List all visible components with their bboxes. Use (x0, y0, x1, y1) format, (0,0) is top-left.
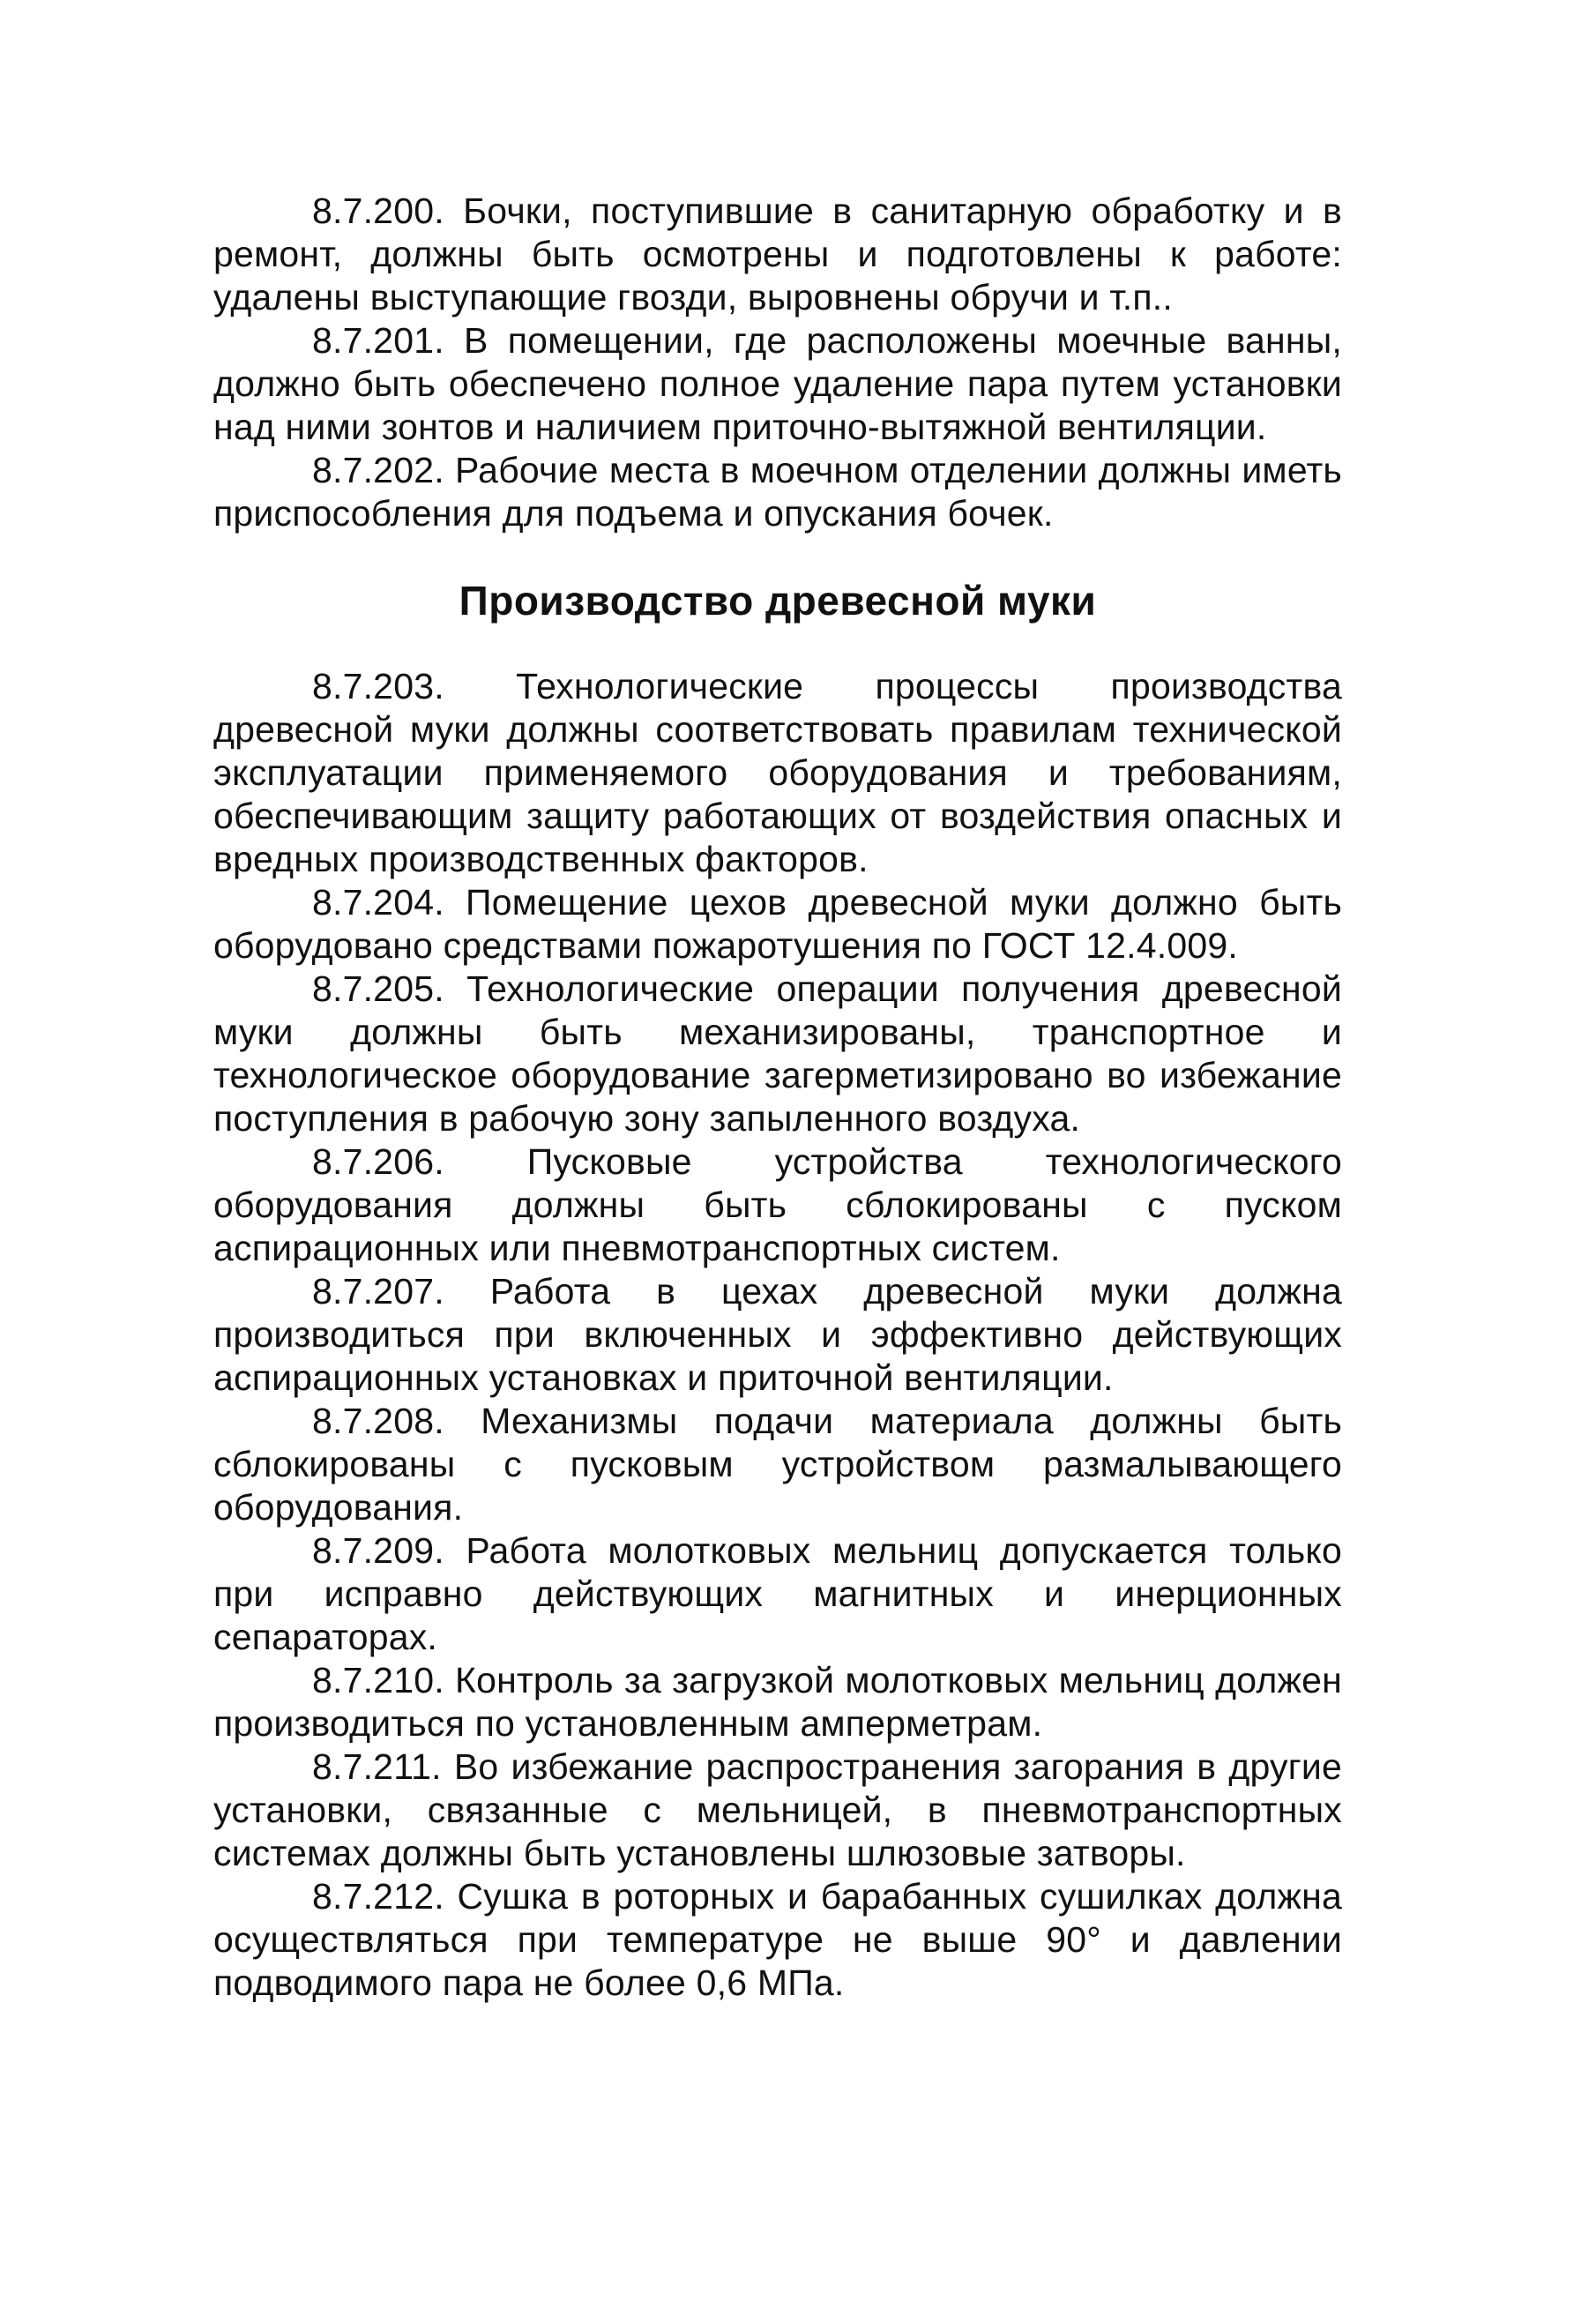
paragraph-8-7-207 (213, 1270, 1342, 1400)
paragraph-text: В помещении, где расположены моечные ванны, должно быть обеспечено полное удаление пара путем установки над ними зонтов и наличием приточно-вытяжной вентиляции. (213, 320, 1342, 447)
paragraph-8-7-200 (213, 190, 1342, 319)
paragraph-text: Сушка в роторных и барабанных сушилках должна осуществляться при температуре не выше 90° и давлении подводимого пара не более 0,6 МПа. (213, 1876, 1342, 2003)
paragraph-number: 8.7.209. (312, 1530, 444, 1571)
paragraph-8-7-210 (213, 1659, 1342, 1745)
paragraph-number: 8.7.205. (312, 968, 444, 1009)
paragraph-number: 8.7.211. (312, 1746, 442, 1787)
paragraph-8-7-203 (213, 665, 1342, 881)
paragraph-text: Рабочие места в моечном отделении должны иметь приспособления для подъема и опускания бочек. (213, 450, 1342, 534)
paragraph-8-7-208 (213, 1400, 1342, 1529)
paragraph-text: Бочки, поступившие в санитарную обработку и в ремонт, должны быть осмотрены и подготовлены к работе: удалены выступающие гвозди, выровнены обручи и т.п.. (213, 191, 1343, 318)
paragraph-number: 8.7.203. (312, 666, 444, 706)
paragraph-number: 8.7.210. (312, 1660, 444, 1700)
paragraph-number: 8.7.200. (312, 191, 444, 231)
paragraph-number: 8.7.207. (312, 1271, 444, 1312)
paragraph-text: Работа в цехах древесной муки должна производиться при включенных и эффективно действующих аспирационных установках и приточной вентиляции. (213, 1271, 1342, 1398)
paragraph-8-7-204 (213, 881, 1342, 968)
paragraph-text: Помещение цехов древесной муки должно быть оборудовано средствами пожаротушения по ГОСТ 12.4.009. (213, 882, 1343, 966)
paragraph-number: 8.7.208. (312, 1401, 444, 1441)
section-heading: Производство древесной муки (459, 578, 1097, 624)
paragraph-text: Механизмы подачи материала должны быть сблокированы с пусковым устройством размалывающего оборудования. (213, 1401, 1343, 1528)
paragraph-text: Контроль за загрузкой молотковых мельниц должен производиться по установленным амперметрам. (213, 1660, 1343, 1744)
paragraph-number: 8.7.201. (312, 320, 444, 361)
paragraph-text: Технологические операции получения древесной муки должны быть механизированы, транспортное и технологическое оборудование загерметизировано во избежание поступления в рабочую зону запыленного воздуха. (213, 968, 1343, 1139)
paragraph-number: 8.7.202. (312, 450, 444, 490)
paragraph-8-7-206 (213, 1140, 1342, 1270)
paragraph-number: 8.7.212. (312, 1876, 444, 1917)
paragraph-text: Во избежание распространения загорания в другие установки, связанные с мельницей, в пневмотранспортных системах должны быть установлены шлюзовые затворы. (213, 1746, 1342, 1873)
paragraph-8-7-211 (213, 1745, 1342, 1875)
paragraph-8-7-205 (213, 968, 1342, 1140)
paragraph-8-7-202 (213, 449, 1342, 535)
paragraph-number: 8.7.204. (312, 882, 444, 923)
paragraph-8-7-201 (213, 319, 1342, 449)
document-page (213, 190, 1342, 2005)
paragraph-number: 8.7.206. (312, 1141, 444, 1182)
paragraph-8-7-212 (213, 1875, 1342, 2005)
paragraph-text: Технологические процессы производства древесной муки должны соответствовать правилам технической эксплуатации применяемого оборудования и требованиям, обеспечивающим защиту работающих от воздействия опасных и вредных производственных факторов. (213, 666, 1343, 879)
paragraph-text: Работа молотковых мельниц допускается только при исправно действующих магнитных и инерционных сепараторах. (213, 1530, 1342, 1657)
paragraph-text: Пусковые устройства технологического оборудования должны быть сблокированы с пуском аспирационных или пневмотранспортных систем. (213, 1141, 1342, 1268)
paragraph-8-7-209 (213, 1529, 1342, 1659)
